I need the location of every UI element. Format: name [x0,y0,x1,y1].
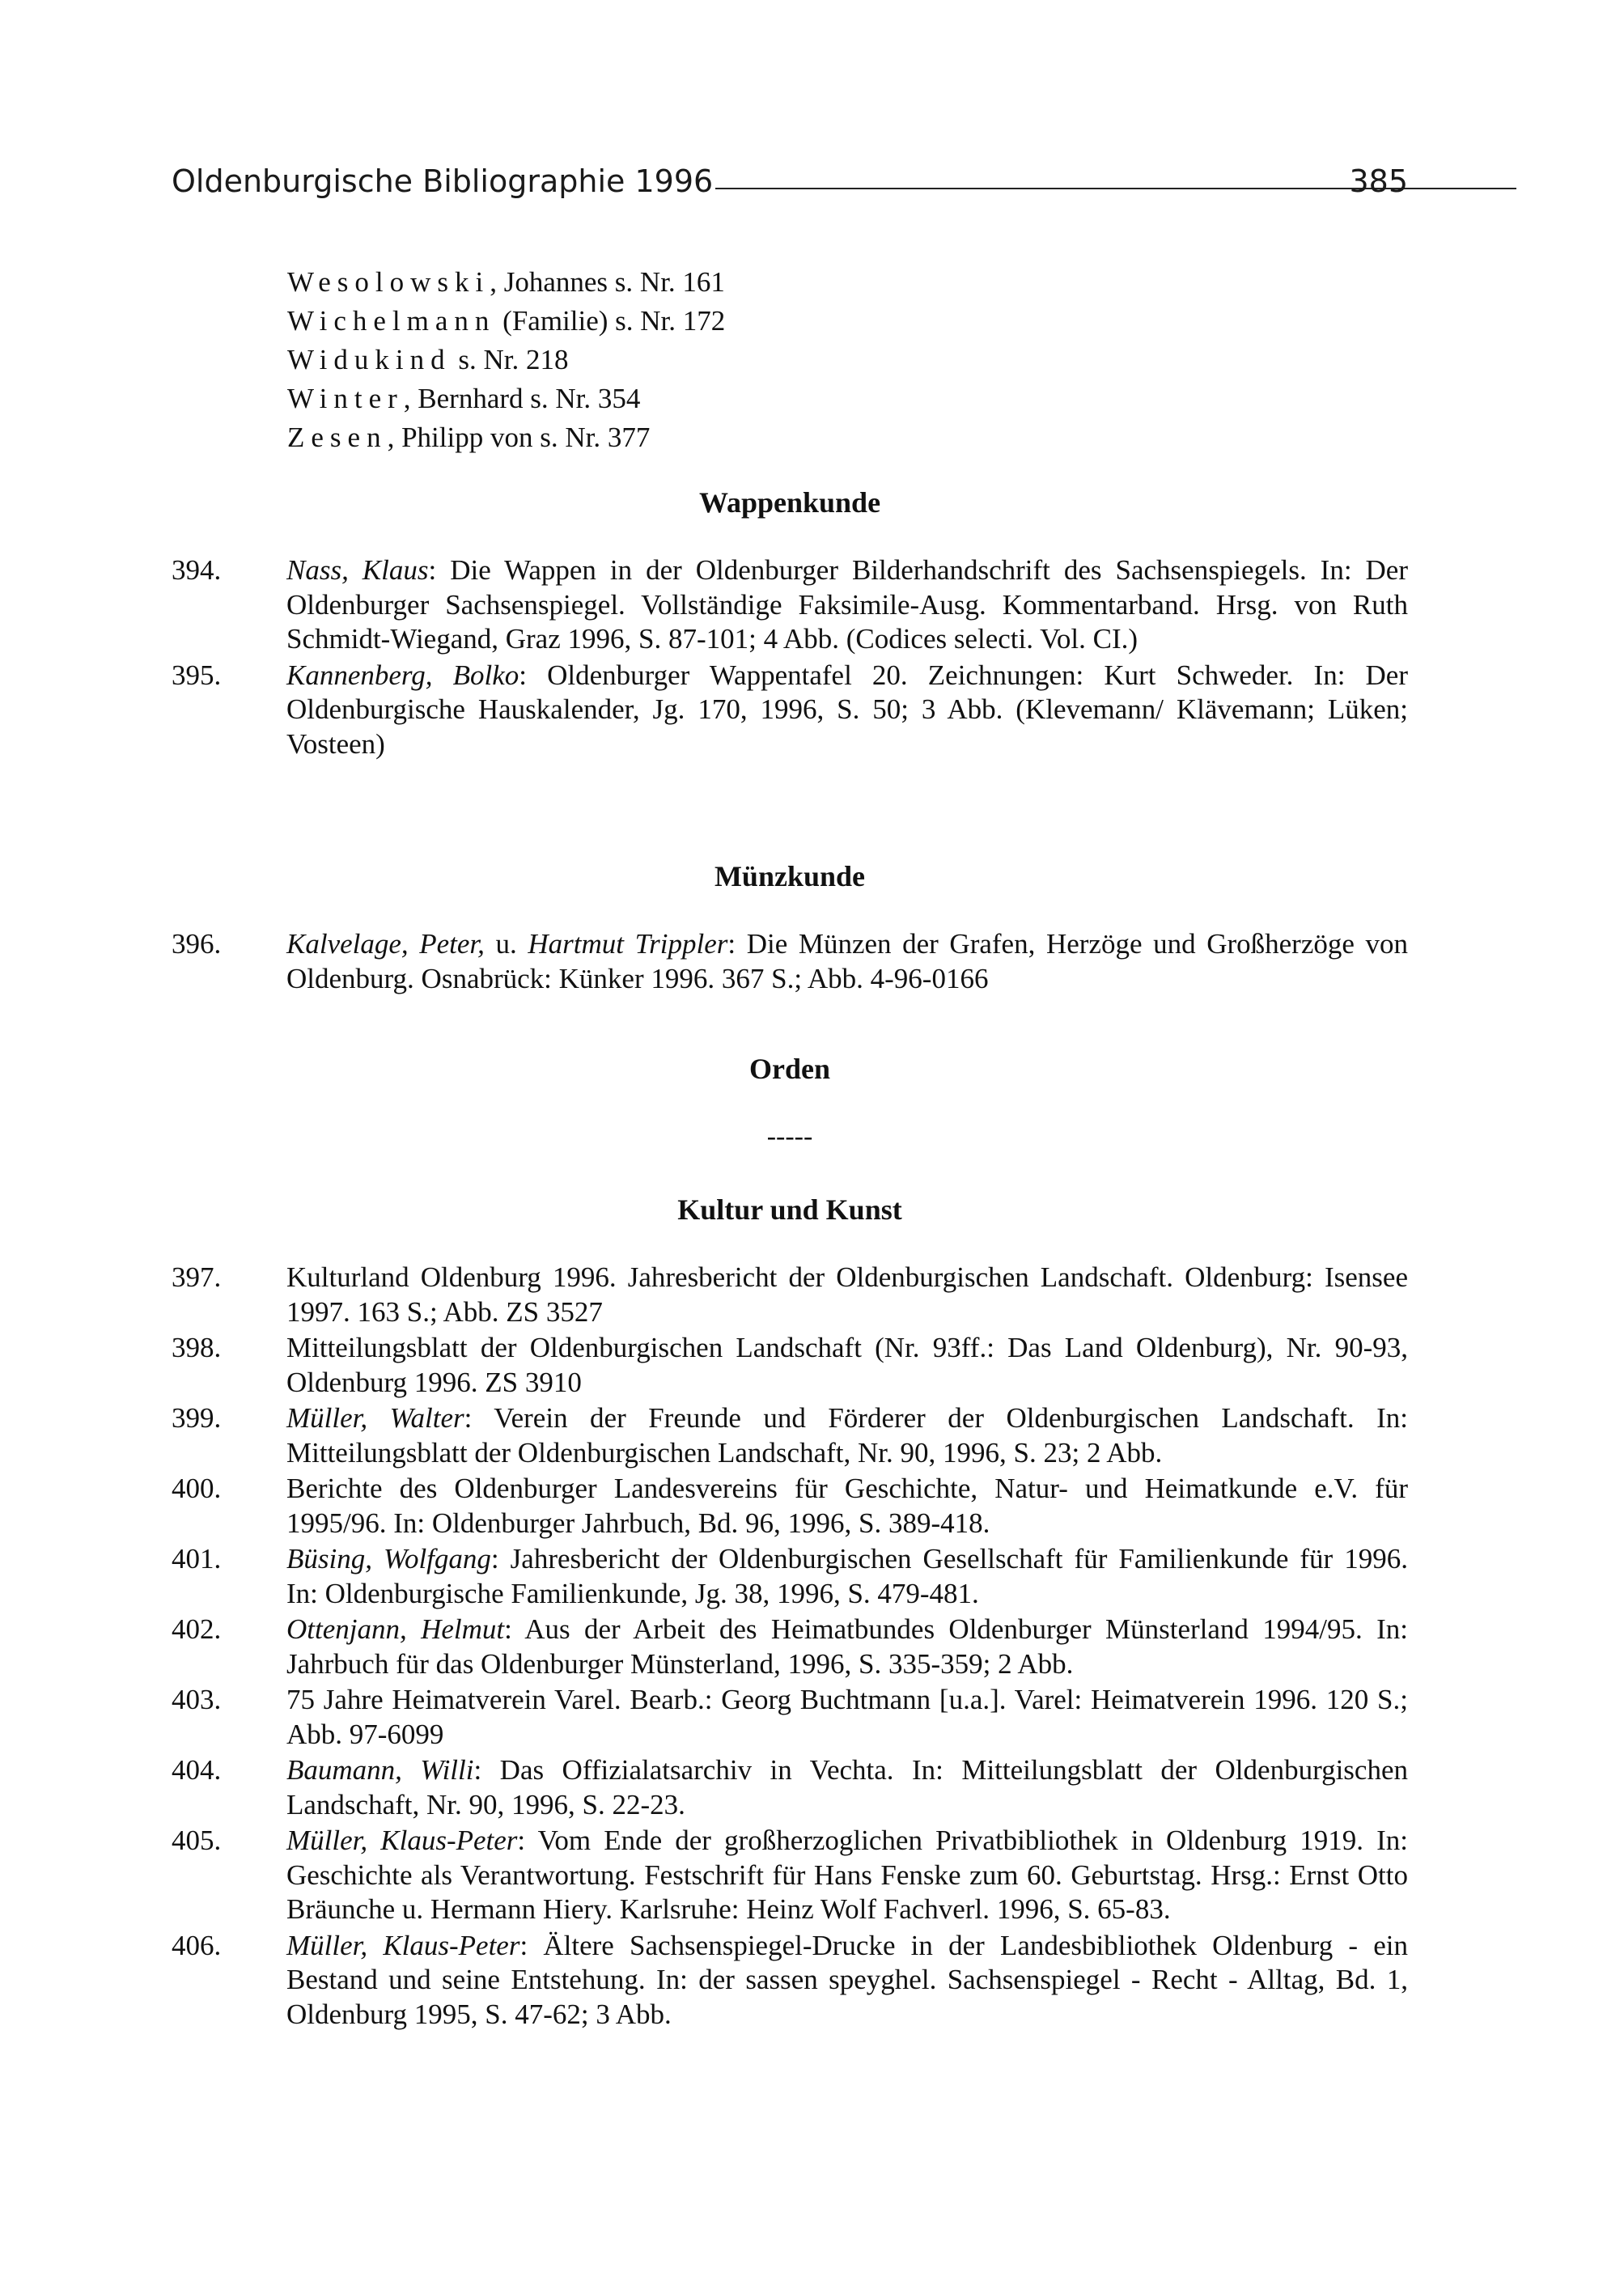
xref-text: , Johannes s. Nr. 161 [490,266,725,298]
xref-name: Wesolowski [287,266,490,298]
entry-text: : Die Münzen der Grafen, Herzöge und Großherzöge von Oldenburg. Osnabrück: Künker 1996. 367 S.; Abb. 4-96-0166 [286,928,1408,994]
entry-number: 400. [172,1473,222,1504]
entry-text: : Aus der Arbeit des Heimatbundes Oldenburger Münsterland 1994/95. In: Jahrbuch für das Oldenburger Münsterland, 1996, S. 335-359; 2 Abb. [286,1613,1408,1680]
entry-text: Kulturland Oldenburg 1996. Jahresbericht der Oldenburgischen Landschaft. Oldenburg: Isensee 1997. 163 S.; Abb. ZS 3527 [286,1261,1408,1328]
entry-text: : Ältere Sachsenspiegel-Drucke in der Landesbibliothek Oldenburg - ein Bestand und seine Entstehung. In: der sassen speyghel. Sachsenspiegel - Recht - Alltag, Bd. 1, Oldenburg 1995, S. 47-62; 3 Abb. [286,1929,1408,2030]
entry-text: Berichte des Oldenburger Landesvereins für Geschichte, Natur- und Heimatkunde e.V. für 1995/96. In: Oldenburger Jahrbuch, Bd. 96, 1996, S. 389-418. [286,1473,1408,1539]
entry-author: Ottenjann, Helmut [286,1613,505,1645]
page-number: 385 [1349,163,1408,199]
entry-405 [172,1824,1408,1927]
section-heading-wappenkunde: Wappenkunde [698,486,881,519]
entry-397 [172,1261,1408,1329]
entry-number: 402. [172,1613,222,1645]
entry-text: : Verein der Freunde und Förderer der Oldenburgischen Landschaft. In: Mitteilungsblatt der Oldenburgischen Landschaft, Nr. 90, 1996, S. 23; 2 Abb. [286,1402,1408,1469]
entries-wappenkunde [172,553,1408,763]
entries-kultur [172,1261,1408,2033]
xref-name: Zesen [287,422,388,453]
xref-text: , Bernhard s. Nr. 354 [403,383,641,414]
xref-item [287,302,725,341]
entry-396 [172,927,1408,996]
entry-399 [172,1401,1408,1470]
entry-402 [172,1613,1408,1681]
entry-404 [172,1753,1408,1822]
entry-text: : Das Offizialatsarchiv in Vechta. In: Mitteilungsblatt der Oldenburgischen Landschaft, Nr. 90, 1996, S. 22-23. [286,1754,1408,1820]
xref-text: (Familie) s. Nr. 172 [495,305,726,337]
cross-reference-list [287,263,725,457]
entry-author: Baumann, Willi [286,1754,474,1786]
page-header [172,157,1408,206]
entry-author: Nass, Klaus [286,554,429,586]
entry-text: u. [484,928,528,960]
xref-name: Winter [287,383,404,414]
entry-395 [172,659,1408,762]
entry-406 [172,1929,1408,2032]
xref-item [287,379,725,418]
entry-text: : Jahresbericht der Oldenburgischen Gesellschaft für Familienkunde für 1996. In: Oldenburgische Familienkunde, Jg. 38, 1996, S. 479-481. [286,1543,1408,1609]
entry-number: 396. [172,928,222,960]
section-empty-marker: ----- [766,1121,813,1151]
entry-403 [172,1683,1408,1752]
entry-author: Büsing, Wolfgang [286,1543,491,1575]
xref-name: Widukind [287,344,452,375]
entry-text: : Die Wappen in der Oldenburger Bilderhandschrift des Sachsenspiegels. In: Der Oldenburger Sachsenspiegel. Vollständige Faksimile-Ausg. Kommentarband. Hrsg. von Ruth Schmidt-Wiegand, Graz 1996, S. 87-101; 4 Abb. (Codices selecti. Vol. CI.) [286,554,1408,655]
entry-number: 404. [172,1754,222,1786]
xref-item [287,341,725,379]
entry-text: : Vom Ende der großherzoglichen Privatbibliothek in Oldenburg 1919. In: Geschichte als Verantwortung. Festschrift für Hans Fenske zum 60. Geburtstag. Hrsg.: Ernst Otto Bräunche u. Hermann Hiery. Karlsruhe: Heinz Wolf Fachverl. 1996, S. 65-83. [286,1825,1408,1925]
entry-394 [172,553,1408,657]
entry-number: 401. [172,1543,222,1575]
entry-number: 394. [172,554,222,586]
entry-number: 395. [172,659,222,691]
entry-text: Mitteilungsblatt der Oldenburgischen Landschaft (Nr. 93ff.: Das Land Oldenburg), Nr. 90-93, Oldenburg 1996. ZS 3910 [286,1332,1408,1398]
entry-number: 406. [172,1929,222,1961]
entry-number: 403. [172,1684,222,1715]
section-heading-muenzkunde: Münzkunde [714,860,866,892]
entries-muenzkunde [172,927,1408,998]
xref-item [287,263,725,302]
entry-401 [172,1542,1408,1611]
entry-author: Kalvelage, Peter, [286,928,485,960]
section-heading-orden: Orden [748,1053,830,1085]
entry-author: Müller, Klaus-Peter [286,1825,518,1856]
entry-number: 397. [172,1261,222,1293]
entry-398 [172,1331,1408,1400]
section-heading-kultur: Kultur und Kunst [677,1193,902,1226]
entry-author: Hartmut Trippler [528,928,728,960]
entry-number: 399. [172,1402,222,1434]
entry-number: 405. [172,1825,222,1856]
entry-text: : Oldenburger Wappentafel 20. Zeichnungen: Kurt Schweder. In: Der Oldenburgische Hauskalender, Jg. 170, 1996, S. 50; 3 Abb. (Klevemann/ Klävemann; Lüken; Vosteen) [286,659,1408,760]
entry-author: Kannenberg, Bolko [286,659,519,691]
xref-text: , Philipp von s. Nr. 377 [387,422,651,453]
entry-number: 398. [172,1332,222,1363]
running-title: Oldenburgische Bibliographie 1996 [172,163,714,199]
entry-author: Müller, Walter [286,1402,464,1434]
entry-author: Müller, Klaus-Peter [286,1929,520,1961]
entry-400 [172,1472,1408,1541]
xref-text: s. Nr. 218 [451,344,569,375]
entry-text: 75 Jahre Heimatverein Varel. Bearb.: Georg Buchtmann [u.a.]. Varel: Heimatverein 1996. 120 S.; Abb. 97-6099 [286,1684,1408,1750]
xref-name: Wichelmann [287,305,496,337]
xref-item [287,418,725,457]
